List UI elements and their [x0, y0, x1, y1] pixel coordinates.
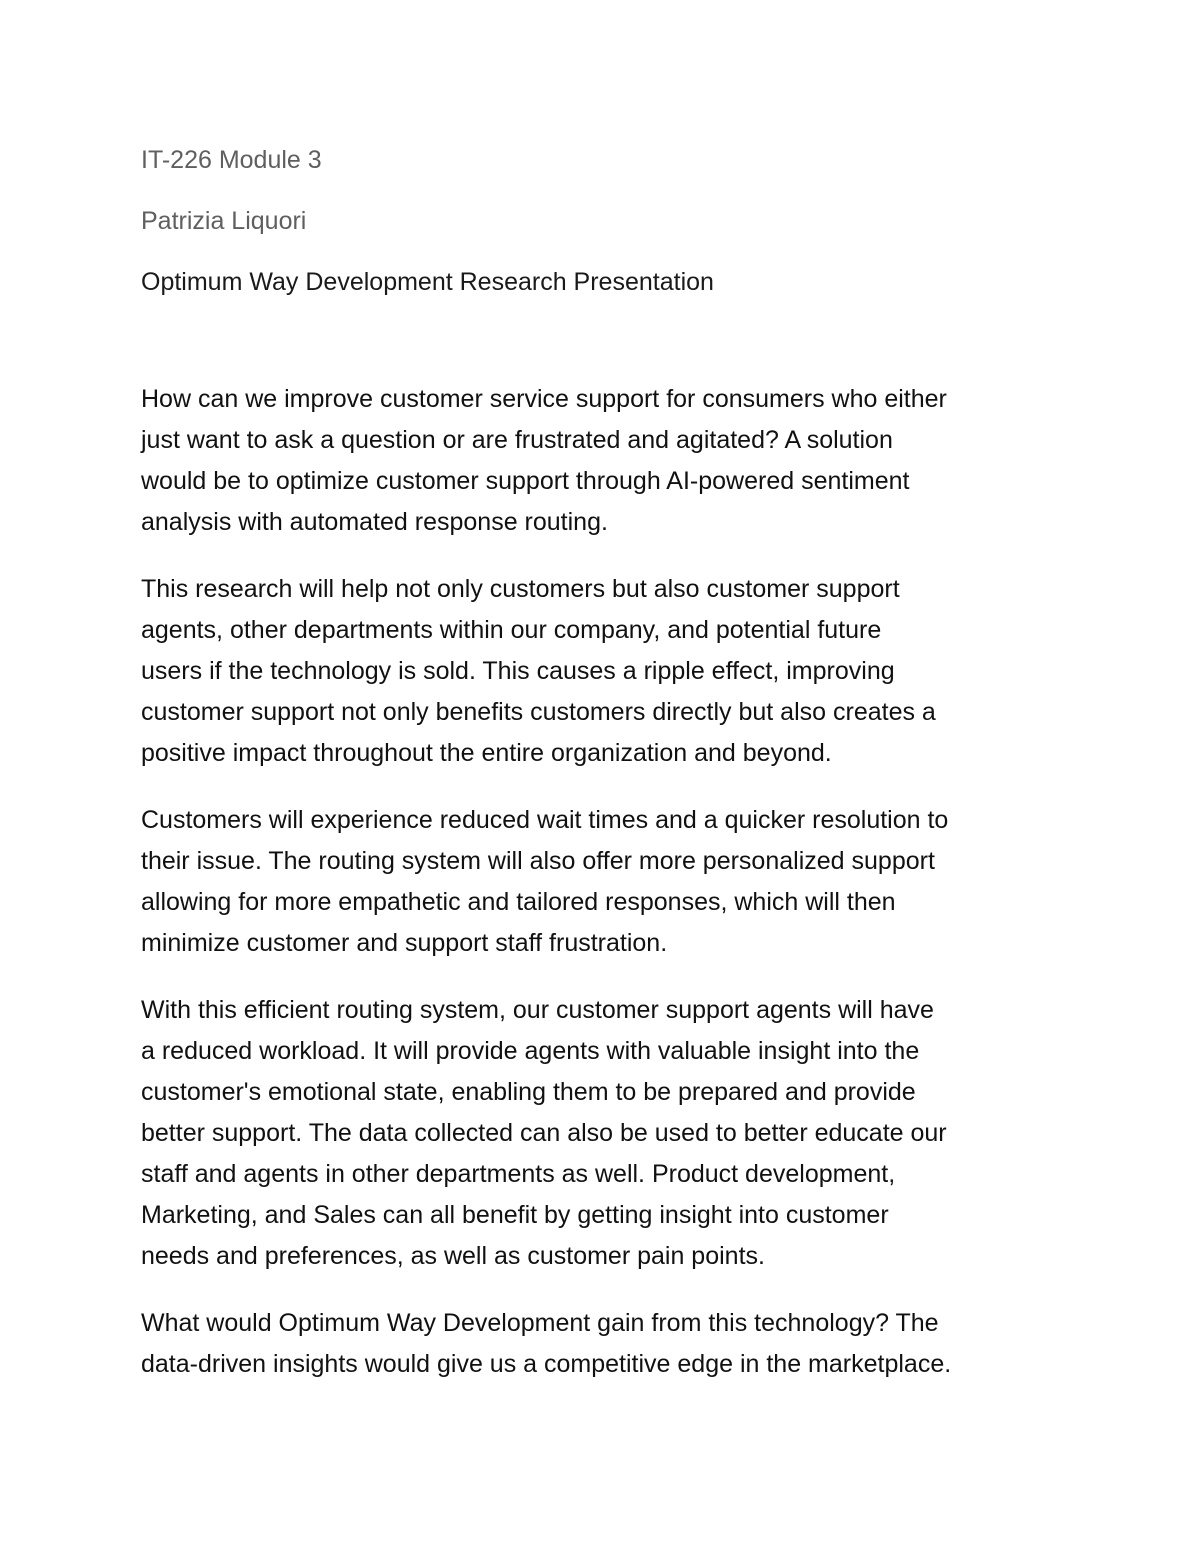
- paragraph-5: [141, 1303, 1081, 1385]
- paragraph-line: staff and agents in other departments as well. Product development,: [141, 1160, 896, 1188]
- paragraph-line: How can we improve customer service support for consumers who either: [141, 385, 947, 413]
- paragraph-line: Marketing, and Sales can all benefit by getting insight into customer: [141, 1201, 889, 1229]
- paragraph-line: minimize customer and support staff frustration.: [141, 929, 668, 957]
- course-label: IT-226 Module 3: [141, 146, 322, 174]
- paragraph-line: a reduced workload. It will provide agents with valuable insight into the: [141, 1037, 920, 1065]
- paragraph-line: Customers will experience reduced wait times and a quicker resolution to: [141, 806, 949, 834]
- paragraph-line: data-driven insights would give us a competitive edge in the marketplace.: [141, 1350, 952, 1378]
- author-name: Patrizia Liquori: [141, 207, 307, 235]
- paragraph-1: [141, 379, 1081, 543]
- paragraph-4: [141, 990, 1081, 1277]
- document-title: Optimum Way Development Research Presentation: [141, 268, 714, 296]
- paragraph-line: users if the technology is sold. This causes a ripple effect, improving: [141, 657, 895, 685]
- paragraph-line: analysis with automated response routing.: [141, 508, 608, 536]
- paragraph-line: needs and preferences, as well as customer pain points.: [141, 1242, 765, 1270]
- blank-space: [141, 323, 1081, 379]
- paragraph-line: allowing for more empathetic and tailored responses, which will then: [141, 888, 896, 916]
- document-content: [141, 140, 1081, 1411]
- paragraph-line: positive impact throughout the entire organization and beyond.: [141, 739, 832, 767]
- paragraph-line: better support. The data collected can also be used to better educate our: [141, 1119, 947, 1147]
- paragraph-line: With this efficient routing system, our customer support agents will have: [141, 996, 934, 1024]
- paragraph-2: [141, 569, 1081, 774]
- paragraph-3: [141, 800, 1081, 964]
- paragraph-line: customer's emotional state, enabling them to be prepared and provide: [141, 1078, 916, 1106]
- paragraph-line: would be to optimize customer support through AI-powered sentiment: [141, 467, 910, 495]
- paragraph-line: just want to ask a question or are frustrated and agitated? A solution: [141, 426, 893, 454]
- paragraph-line: their issue. The routing system will also offer more personalized support: [141, 847, 935, 875]
- paragraph-line: agents, other departments within our company, and potential future: [141, 616, 882, 644]
- paragraph-line: customer support not only benefits customers directly but also creates a: [141, 698, 936, 726]
- paragraph-line: What would Optimum Way Development gain from this technology? The: [141, 1309, 939, 1337]
- paragraph-line: This research will help not only customers but also customer support: [141, 575, 900, 603]
